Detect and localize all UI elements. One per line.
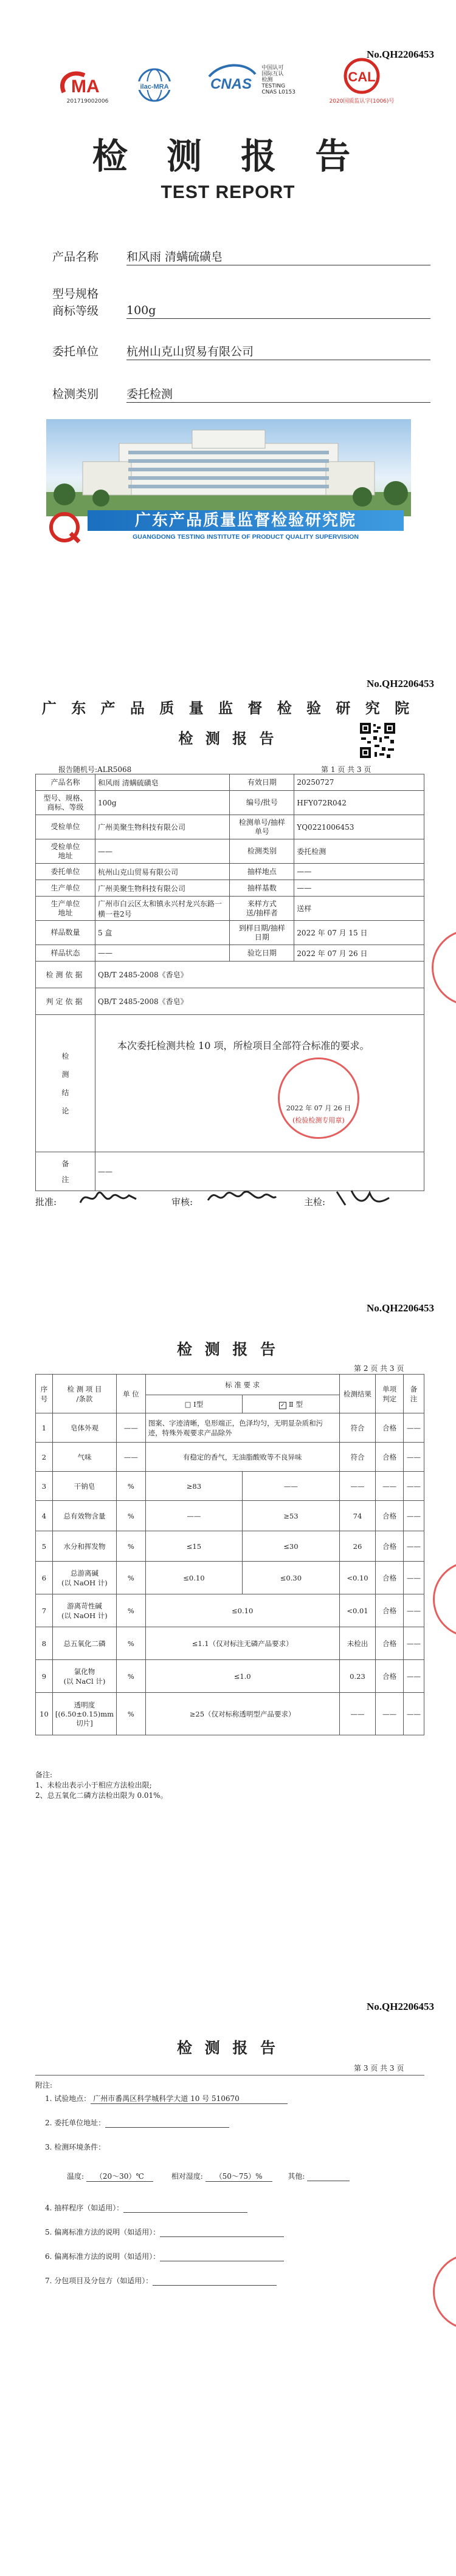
institute-heading: 广 东 产 品 质 量 监 督 检 验 研 究 院 bbox=[41, 699, 415, 717]
row-value: YQ0221006453 bbox=[294, 815, 424, 839]
table-row bbox=[36, 1693, 424, 1735]
row-label: 生产单位 地址 bbox=[36, 897, 95, 921]
row-seq: 7 bbox=[36, 1594, 53, 1627]
header-seq: 序 号 bbox=[36, 1375, 53, 1413]
remark-value: —— bbox=[95, 1152, 424, 1191]
row-label: 抽样地点 bbox=[230, 864, 294, 880]
header-unit: 单 位 bbox=[117, 1375, 146, 1413]
grade-2-label: Ⅱ 型 bbox=[288, 1399, 303, 1409]
approver-signature-icon bbox=[78, 1186, 139, 1210]
field-label: 检测类别 bbox=[52, 388, 99, 401]
row-unit: % bbox=[117, 1472, 146, 1501]
report-id-label: 报告随机号: bbox=[58, 765, 98, 774]
appendix-item-label: 2. 委托单位地址： bbox=[45, 2119, 106, 2127]
appendix-item-value bbox=[123, 2204, 247, 2213]
cma-mark-icon bbox=[60, 68, 115, 97]
basis-label: 检测依据 bbox=[36, 962, 95, 988]
approver-label: 批准: bbox=[35, 1197, 57, 1208]
header-judge: 单项 判定 bbox=[376, 1375, 404, 1413]
notes-label: 备注: bbox=[35, 1771, 53, 1779]
row-judge: 合格 bbox=[376, 1660, 404, 1693]
field-client bbox=[52, 344, 254, 360]
row-value: 广州市白云区太和镇永兴村龙兴东路一横一巷2号 bbox=[95, 897, 229, 921]
row-label: 编号/批号 bbox=[230, 791, 294, 815]
row-result: <0.01 bbox=[339, 1594, 376, 1627]
report-number: No.QH2206453 bbox=[367, 49, 434, 60]
report-random-id bbox=[58, 764, 131, 774]
table-row bbox=[36, 897, 424, 921]
row-value: 100g bbox=[95, 791, 229, 815]
row-value: 和风雨 清螨硫磺皂 bbox=[95, 774, 229, 791]
qr-code-icon bbox=[359, 722, 396, 759]
cal-text: CAL bbox=[348, 69, 376, 84]
row-standard-grade-1: ≥83 bbox=[145, 1472, 242, 1501]
row-seq: 4 bbox=[36, 1501, 53, 1531]
row-seq: 5 bbox=[36, 1531, 53, 1562]
field-value: 委托检测 bbox=[126, 386, 430, 403]
building-icon bbox=[46, 419, 411, 516]
row-unit: % bbox=[117, 1501, 146, 1531]
table-row bbox=[36, 1413, 424, 1443]
row-unit: —— bbox=[117, 1413, 146, 1443]
field-label: 产品名称 bbox=[52, 250, 99, 264]
appendix-item bbox=[45, 2117, 385, 2128]
cnas-caption: 中国认可 国际互认 检测 TESTING CNAS L0153 bbox=[261, 65, 295, 95]
row-result: —— bbox=[339, 1693, 376, 1735]
appendix-item-value bbox=[105, 2119, 229, 2128]
field-label: 委托单位 bbox=[52, 345, 99, 358]
summary-table bbox=[35, 774, 424, 1191]
cal-mark-icon bbox=[337, 58, 386, 95]
row-item: 透明度 [(6.50±0.15)mm 切片] bbox=[52, 1693, 116, 1735]
row-value: —— bbox=[294, 864, 424, 880]
checkbox-checked-icon: ✓ bbox=[279, 1402, 286, 1409]
header-grade-1: □ Ⅰ型 bbox=[145, 1395, 242, 1413]
row-standard: ≤0.10 bbox=[145, 1594, 339, 1627]
appendix-item bbox=[45, 2251, 385, 2261]
row-value: 广州美聚生物科技有限公司 bbox=[95, 880, 229, 897]
row-label: 样品数量 bbox=[36, 921, 95, 945]
row-seq: 10 bbox=[36, 1693, 53, 1735]
row-result: 未检出 bbox=[339, 1627, 376, 1660]
table-row bbox=[36, 988, 424, 1015]
field-value: 100g bbox=[126, 302, 430, 319]
row-label: 样品状态 bbox=[36, 945, 95, 962]
appendix-item-value bbox=[153, 2277, 277, 2286]
appendix-item-label: 1. 试验地点： bbox=[45, 2094, 91, 2103]
report-id-value: ALR5068 bbox=[97, 765, 132, 774]
table-row bbox=[36, 1627, 424, 1660]
report-page-1 bbox=[0, 662, 456, 1233]
temperature-value: （20～30）℃ bbox=[86, 2171, 153, 2182]
row-label: 检测单号/抽样 单号 bbox=[230, 815, 294, 839]
appendix-item-label: 6. 偏离标准方法的说明（如适用）： bbox=[45, 2252, 161, 2261]
header-standard: 标 准 要 求 bbox=[145, 1375, 339, 1395]
row-label: 验讫日期 bbox=[230, 945, 294, 962]
row-seq: 9 bbox=[36, 1660, 53, 1693]
row-result: 符合 bbox=[339, 1413, 376, 1443]
row-remark: —— bbox=[404, 1501, 424, 1531]
row-seq: 2 bbox=[36, 1443, 53, 1472]
page-indicator: 第 1 页 共 3 页 bbox=[321, 765, 371, 774]
row-label: 产品名称 bbox=[36, 774, 95, 791]
appendix-item-value bbox=[160, 2252, 284, 2261]
row-label: 生产单位 bbox=[36, 880, 95, 897]
table-row bbox=[36, 791, 424, 815]
row-standard: ≤1.0 bbox=[145, 1660, 339, 1693]
other-value-line bbox=[307, 2172, 350, 2181]
row-item: 气味 bbox=[52, 1443, 116, 1472]
official-stamp bbox=[278, 1057, 359, 1139]
row-item: 水分和挥发物 bbox=[52, 1531, 116, 1562]
institute-name-cn: 广东产品质量监督检验研究院 bbox=[88, 510, 404, 531]
appendix-item bbox=[45, 2275, 385, 2286]
institute-name-en: GUANGDONG TESTING INSTITUTE OF PRODUCT QUALITY SUPERVISION bbox=[133, 533, 359, 541]
row-judge: 合格 bbox=[376, 1501, 404, 1531]
row-value: HFY072R042 bbox=[294, 791, 424, 815]
ilac-globe-icon bbox=[133, 68, 176, 104]
table-row bbox=[36, 1562, 424, 1594]
appendix-item bbox=[45, 2202, 385, 2213]
header-remark: 备 注 bbox=[404, 1375, 424, 1413]
cnas-text: CNAS bbox=[210, 76, 252, 92]
appendix-label: 附注: bbox=[35, 2081, 53, 2089]
row-value: 委托检测 bbox=[294, 839, 424, 864]
row-seq: 8 bbox=[36, 1627, 53, 1660]
field-model-spec bbox=[52, 285, 156, 319]
appendix-item-label: 5. 偏离标准方法的说明（如适用）： bbox=[45, 2228, 161, 2236]
row-item: 总五氧化二磷 bbox=[52, 1627, 116, 1660]
edge-stamp bbox=[433, 2253, 456, 2330]
notes-block bbox=[35, 1770, 168, 1801]
temperature-label: 温度: bbox=[67, 2172, 85, 2181]
field-test-type bbox=[52, 386, 173, 402]
row-value: 杭州山克山贸易有限公司 bbox=[95, 864, 229, 880]
row-standard-grade-1: ≤0.10 bbox=[145, 1562, 242, 1594]
reviewer-signature-icon bbox=[206, 1184, 278, 1209]
row-standard-grade-2: —— bbox=[243, 1472, 339, 1501]
report-number: No.QH2206453 bbox=[367, 2001, 434, 2012]
humidity-value: （50～75）% bbox=[206, 2171, 272, 2182]
row-label: 有效日期 bbox=[230, 774, 294, 791]
row-label: 委托单位 bbox=[36, 864, 95, 880]
report-page-2 bbox=[0, 1300, 456, 1877]
cnas-logo bbox=[186, 56, 295, 104]
edge-stamp bbox=[432, 929, 456, 1006]
row-remark: —— bbox=[404, 1443, 424, 1472]
row-judge: —— bbox=[376, 1693, 404, 1735]
header-result: 检测结果 bbox=[339, 1375, 376, 1413]
row-value: 2022 年 07 月 26 日 bbox=[294, 945, 424, 962]
row-unit: % bbox=[117, 1660, 146, 1693]
table-row bbox=[36, 815, 424, 839]
table-row bbox=[36, 1472, 424, 1501]
stamp-date: 2022 年 07 月 26 日 bbox=[286, 1104, 351, 1112]
row-remark: —— bbox=[404, 1531, 424, 1562]
appendix-item bbox=[45, 2227, 385, 2237]
row-result: 0.23 bbox=[339, 1660, 376, 1693]
environment-conditions bbox=[67, 2171, 407, 2182]
row-label: 抽样基数 bbox=[230, 880, 294, 897]
field-value: 杭州山克山贸易有限公司 bbox=[126, 344, 430, 360]
table-row bbox=[36, 1015, 424, 1152]
table-row bbox=[36, 921, 424, 945]
row-seq: 3 bbox=[36, 1472, 53, 1501]
row-standard-grade-2: ≤30 bbox=[243, 1531, 339, 1562]
appendix-item-value: 广州市番禺区科学城科学大道 10 号 510670 bbox=[91, 2093, 288, 2104]
appendix-item-label: 7. 分包项目及分包方（如适用）： bbox=[45, 2277, 153, 2285]
row-standard-grade-2: ≥53 bbox=[243, 1501, 339, 1531]
row-judge: 合格 bbox=[376, 1531, 404, 1562]
row-item: 游离苛性碱 (以 NaOH 计) bbox=[52, 1594, 116, 1627]
table-row bbox=[36, 880, 424, 897]
row-judge: 合格 bbox=[376, 1443, 404, 1472]
row-item: 皂体外观 bbox=[52, 1413, 116, 1443]
row-value: 5 盒 bbox=[95, 921, 229, 945]
cnas-mark-icon bbox=[203, 62, 259, 98]
row-label: 受检单位 地址 bbox=[36, 839, 95, 864]
table-row bbox=[36, 1594, 424, 1627]
row-unit: % bbox=[117, 1693, 146, 1735]
table-row bbox=[36, 962, 424, 988]
row-standard: ≤1.1（仅对标注无磷产品要求） bbox=[145, 1627, 339, 1660]
field-product-name bbox=[52, 249, 223, 265]
header-grade-2 bbox=[243, 1395, 339, 1413]
judge-label: 判定依据 bbox=[36, 988, 95, 1015]
table-row bbox=[36, 774, 424, 791]
row-item: 干钠皂 bbox=[52, 1472, 116, 1501]
row-value: —— bbox=[95, 945, 229, 962]
field-label: 型号规格 商标等级 bbox=[52, 287, 99, 318]
appendix-item-label: 3. 检测环境条件： bbox=[45, 2143, 106, 2151]
svg-text:MA: MA bbox=[71, 77, 100, 97]
row-remark: —— bbox=[404, 1562, 424, 1594]
row-remark: —— bbox=[404, 1594, 424, 1627]
row-judge: 合格 bbox=[376, 1413, 404, 1443]
tester-signature-icon bbox=[333, 1186, 394, 1210]
row-unit: % bbox=[117, 1531, 146, 1562]
other-label: 其他: bbox=[288, 2172, 305, 2181]
row-remark: —— bbox=[404, 1660, 424, 1693]
institute-banner bbox=[49, 510, 410, 544]
row-seq: 1 bbox=[36, 1413, 53, 1443]
cover-subtitle: TEST REPORT bbox=[161, 182, 295, 202]
report-page-3 bbox=[0, 1932, 456, 2576]
row-value: 广州美聚生物科技有限公司 bbox=[95, 815, 229, 839]
row-item: 氯化物 (以 NaCl 计) bbox=[52, 1660, 116, 1693]
row-remark: —— bbox=[404, 1693, 424, 1735]
stamp-caption: (检验检测专用章) bbox=[292, 1116, 345, 1124]
ilac-logo bbox=[130, 56, 179, 104]
row-value: 20250727 bbox=[294, 774, 424, 791]
results-table bbox=[35, 1374, 424, 1735]
table-row bbox=[36, 864, 424, 880]
basis-value: QB/T 2485-2008《香皂》 bbox=[95, 962, 424, 988]
row-unit: % bbox=[117, 1594, 146, 1627]
header-item: 检 测 项 目 /条款 bbox=[52, 1375, 116, 1413]
report-title: 检 测 报 告 bbox=[176, 1341, 280, 1358]
note-2: 2、总五氧化二磷方法检出限为 0.01%。 bbox=[35, 1791, 168, 1800]
reviewer-label: 审核: bbox=[171, 1197, 193, 1208]
row-item: 总游离碱 (以 NaOH 计) bbox=[52, 1562, 116, 1594]
edge-stamp bbox=[433, 1561, 456, 1638]
row-standard-grade-1: —— bbox=[145, 1501, 242, 1531]
row-standard-grade-1: ≤15 bbox=[145, 1531, 242, 1562]
row-result: —— bbox=[339, 1472, 376, 1501]
row-seq: 6 bbox=[36, 1562, 53, 1594]
row-value: 送样 bbox=[294, 897, 424, 921]
cal-logo bbox=[316, 56, 407, 104]
report-title: 检 测 报 告 bbox=[176, 2039, 280, 2057]
row-value: —— bbox=[294, 880, 424, 897]
row-standard-grade-2: ≤0.30 bbox=[243, 1562, 339, 1594]
table-row bbox=[36, 839, 424, 864]
row-judge: 合格 bbox=[376, 1594, 404, 1627]
row-remark: —— bbox=[404, 1627, 424, 1660]
report-title: 检 测 报 告 bbox=[178, 729, 278, 747]
row-remark: —— bbox=[404, 1472, 424, 1501]
judge-value: QB/T 2485-2008《香皂》 bbox=[95, 988, 424, 1015]
cma-logo bbox=[58, 56, 117, 104]
institute-logo-icon bbox=[49, 510, 83, 544]
row-label: 到样日期/抽样 日期 bbox=[230, 921, 294, 945]
table-row bbox=[36, 1501, 424, 1531]
row-result: 26 bbox=[339, 1531, 376, 1562]
row-unit: % bbox=[117, 1627, 146, 1660]
ilac-text: ilac-MRA bbox=[140, 83, 169, 91]
row-label: 来样方式 送/抽样者 bbox=[230, 897, 294, 921]
institute-building-image bbox=[46, 419, 411, 516]
table-row bbox=[36, 945, 424, 962]
row-result: <0.10 bbox=[339, 1562, 376, 1594]
row-item: 总有效物含量 bbox=[52, 1501, 116, 1531]
conclusion-cell bbox=[95, 1015, 424, 1152]
field-value: 和风雨 清螨硫磺皂 bbox=[126, 249, 430, 265]
row-judge: —— bbox=[376, 1472, 404, 1501]
row-unit: —— bbox=[117, 1443, 146, 1472]
appendix-item-label: 4. 抽样程序（如适用）： bbox=[45, 2204, 124, 2212]
page-indicator: 第 2 页 共 3 页 bbox=[354, 1364, 404, 1373]
cal-caption: 2020国质监认字(1006)号 bbox=[329, 98, 395, 104]
table-row bbox=[36, 1660, 424, 1693]
report-number: No.QH2206453 bbox=[367, 1302, 434, 1314]
remark-label: 备 注 bbox=[36, 1152, 95, 1191]
row-standard: 有稳定的香气，无油脂酸败等不良异味 bbox=[145, 1443, 339, 1472]
row-result: 74 bbox=[339, 1501, 376, 1531]
page-indicator: 第 3 页 共 3 页 bbox=[354, 2064, 404, 2072]
humidity-label: 相对湿度: bbox=[171, 2172, 203, 2181]
row-judge: 合格 bbox=[376, 1562, 404, 1594]
tester-label: 主检: bbox=[304, 1197, 326, 1208]
row-standard: ≥25（仅对标称透明型产品要求） bbox=[145, 1693, 339, 1735]
row-remark: —— bbox=[404, 1413, 424, 1443]
row-value: 2022 年 07 月 15 日 bbox=[294, 921, 424, 945]
cma-number: 201719002006 bbox=[66, 98, 109, 104]
row-label: 受检单位 bbox=[36, 815, 95, 839]
row-value: —— bbox=[95, 839, 229, 864]
table-row bbox=[36, 1531, 424, 1562]
row-judge: 合格 bbox=[376, 1627, 404, 1660]
note-1: 1、未检出表示小于相应方法检出限; bbox=[35, 1781, 152, 1789]
cover-title: 检 测 报 告 bbox=[92, 135, 364, 177]
table-header-row bbox=[36, 1375, 424, 1395]
row-label: 检测类别 bbox=[230, 839, 294, 864]
table-row bbox=[36, 1443, 424, 1472]
appendix-item bbox=[45, 2093, 385, 2104]
row-standard: 图案、字迹清晰，皂形端正，色泽均匀，无明显杂质和污迹，特殊外观要求产品除外 bbox=[145, 1413, 339, 1443]
conclusion-text: 本次委托检测共检 10 项，所检项目全部符合标准的要求。 bbox=[117, 1040, 370, 1051]
row-label: 型号、规格、 商标、等级 bbox=[36, 791, 95, 815]
appendix-item bbox=[45, 2142, 385, 2152]
report-number: No.QH2206453 bbox=[367, 678, 434, 689]
conclusion-label: 检 测 结 论 bbox=[36, 1015, 95, 1152]
row-result: 符合 bbox=[339, 1443, 376, 1472]
appendix-item-value bbox=[160, 2228, 284, 2237]
cover-page bbox=[0, 0, 456, 541]
row-unit: % bbox=[117, 1562, 146, 1594]
